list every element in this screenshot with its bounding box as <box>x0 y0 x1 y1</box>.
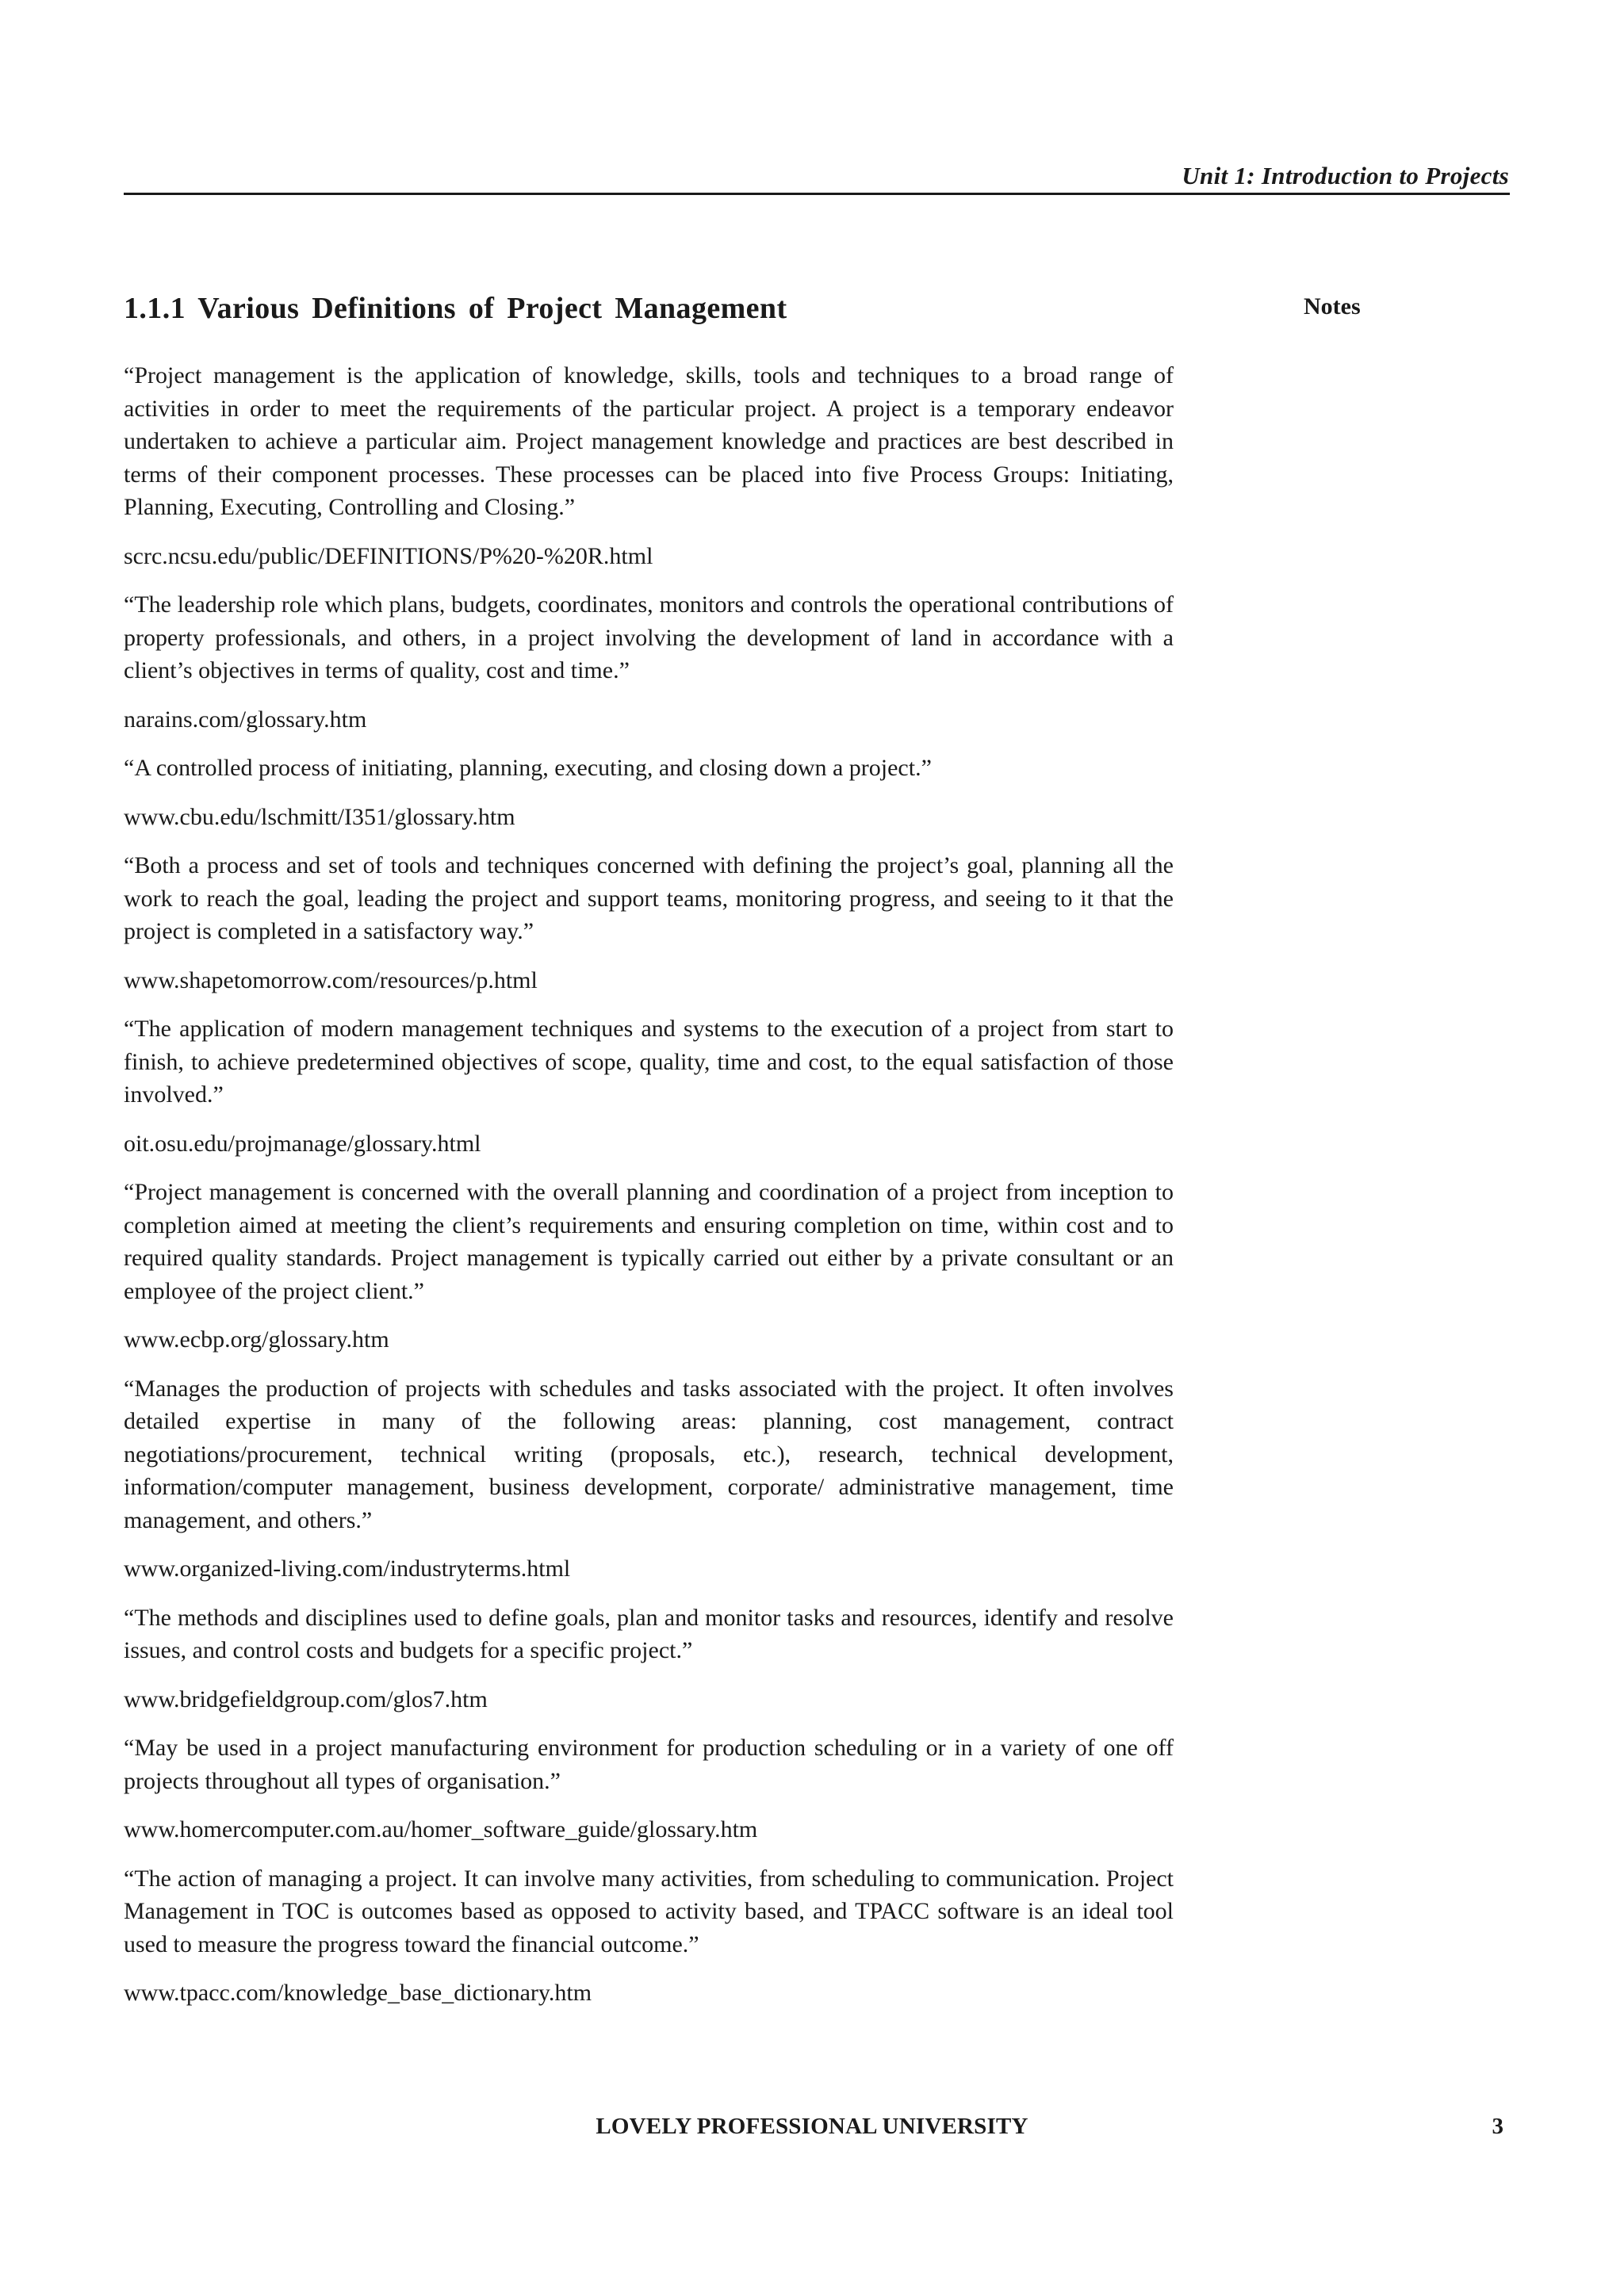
definition-quote: “Both a process and set of tools and techniques concerned with defining the project’s goal, planning all the work to reach the goal, leading the project and support teams, monitoring progress, and seeing to it that the project is completed in a satisfactory way.” <box>124 852 1174 944</box>
footer-institution: LOVELY PROFESSIONAL UNIVERSITY <box>596 2114 1028 2139</box>
definition-quote: “Manages the production of projects with schedules and tasks associated with the project. It often involves detailed expertise in many of the following areas: planning, cost management, contract negotiations/procurement, technical writing (proposals, etc.), research, technical development, information/computer management, business development, corporate/ administrative management, time management, and others.” <box>124 1375 1174 1533</box>
running-head: Unit 1: Introduction to Projects <box>1182 162 1509 189</box>
definition-source: www.tpacc.com/knowledge_base_dictionary.htm <box>124 1980 592 2006</box>
definition-source: www.homercomputer.com.au/homer_software_guide/glossary.htm <box>124 1816 758 1843</box>
definition-quote: “The application of modern management techniques and systems to the execution of a project from start to finish, to achieve predetermined objectives of scope, quality, time and cost, to the equal satisfaction of those involved.” <box>124 1016 1174 1108</box>
header-rule <box>124 193 1510 195</box>
definition-source: scrc.ncsu.edu/public/DEFINITIONS/P%20-%20R.html <box>124 542 653 569</box>
margin-notes-label: Notes <box>1304 293 1361 320</box>
definition-quote: “Project management is concerned with the overall planning and coordination of a project from inception to completion aimed at meeting the client’s requirements and ensuring completion on time, within cost and to required quality standards. Project management is typically carried out either by a private consultant or an employee of the project client.” <box>124 1179 1174 1304</box>
page-number: 3 <box>1492 2114 1503 2139</box>
definition-quote: “A controlled process of initiating, planning, executing, and closing down a project.” <box>124 755 932 781</box>
definition-source: www.cbu.edu/lschmitt/I351/glossary.htm <box>124 803 515 830</box>
definition-source: narains.com/glossary.htm <box>124 706 367 733</box>
definition-quote: “The action of managing a project. It can involve many activities, from scheduling to communication. Project Management in TOC is outcomes based as opposed to activity based, and TPACC software is an ideal tool used to measure the progress toward the financial outcome.” <box>124 1865 1174 1957</box>
definition-source: www.bridgefieldgroup.com/glos7.htm <box>124 1686 488 1712</box>
definition-source: www.ecbp.org/glossary.htm <box>124 1326 389 1353</box>
definition-source: www.organized-living.com/industryterms.html <box>124 1556 571 1582</box>
definition-quote: “May be used in a project manufacturing environment for production scheduling or in a variety of one off projects throughout all types of organisation.” <box>124 1735 1174 1794</box>
definitions-body <box>124 359 1174 2026</box>
definition-quote: “The leadership role which plans, budgets, coordinates, monitors and controls the operational contributions of property professionals, and others, in a project involving the development of land in accordance with a client’s objectives in terms of quality, cost and time.” <box>124 591 1174 683</box>
definition-quote: “Project management is the application of knowledge, skills, tools and techniques to a broad range of activities in order to meet the requirements of the particular project. A project is a temporary endeavor undertaken to achieve a particular aim. Project management knowledge and practices are best described in terms of their component processes. These processes can be placed into five Process Groups: Initiating, Planning, Executing, Controlling and Closing.” <box>124 362 1174 520</box>
definition-source: www.shapetomorrow.com/resources/p.html <box>124 966 538 993</box>
definition-quote: “The methods and disciplines used to define goals, plan and monitor tasks and resources, identify and resolve issues, and control costs and budgets for a specific project.” <box>124 1604 1174 1663</box>
definition-source: oit.osu.edu/projmanage/glossary.html <box>124 1130 481 1157</box>
section-heading: 1.1.1 Various Definitions of Project Management <box>124 292 787 325</box>
